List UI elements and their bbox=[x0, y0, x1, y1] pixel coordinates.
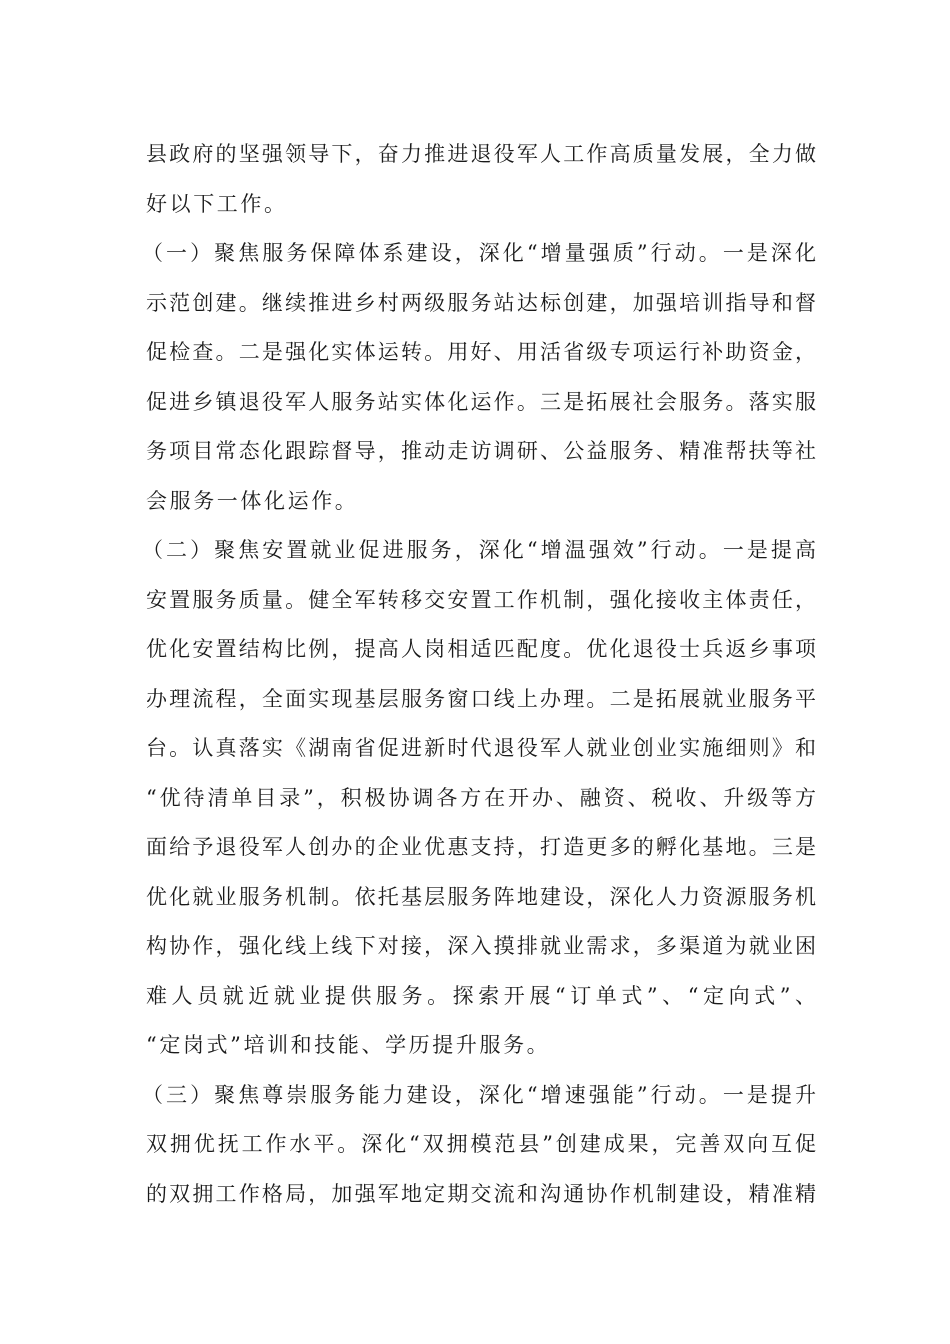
section-heading-line: （一）聚焦服务保障体系建设，深化“增量强质”行动。一是深化 bbox=[142, 241, 816, 265]
text-line: 优化安置结构比例，提高人岗相适匹配度。优化退役士兵返乡事项 bbox=[146, 637, 816, 661]
text-line: 难人员就近就业提供服务。探索开展“订单式”、“定向式”、 bbox=[146, 983, 816, 1008]
text-line: “优待清单目录”，积极协调各方在开办、融资、税收、升级等方 bbox=[146, 785, 816, 810]
text-line: 构协作，强化线上线下对接，深入摸排就业需求，多渠道为就业困 bbox=[146, 934, 816, 958]
text-line: 安置服务质量。健全军转移交安置工作机制，强化接收主体责任， bbox=[146, 587, 816, 612]
text-line: 双拥优抚工作水平。深化“双拥模范县”创建成果，完善双向互促 bbox=[146, 1132, 816, 1156]
text-line: “定岗式”培训和技能、学历提升服务。 bbox=[146, 1033, 551, 1057]
text-line: 的双拥工作格局，加强军地定期交流和沟通协作机制建设，精准精 bbox=[146, 1181, 816, 1206]
text-line: 会服务一体化运作。 bbox=[146, 488, 359, 513]
document-body bbox=[142, 130, 816, 1219]
text-line: 促进乡镇退役军人服务站实体化运作。三是拓展社会服务。落实服 bbox=[146, 389, 816, 414]
text-line: 台。认真落实《湖南省促进新时代退役军人就业创业实施细则》和 bbox=[146, 736, 816, 760]
text-line: 面给予退役军人创办的企业优惠支持，打造更多的孵化基地。三是 bbox=[146, 835, 816, 859]
text-line: 促检查。二是强化实体运转。用好、用活省级专项运行补助资金， bbox=[146, 340, 816, 364]
text-line: 办理流程，全面实现基层服务窗口线上办理。二是拓展就业服务平 bbox=[146, 686, 816, 711]
text-line: 县政府的坚强领导下，奋力推进退役军人工作高质量发展，全力做 bbox=[146, 142, 816, 166]
text-line: 示范创建。继续推进乡村两级服务站达标创建，加强培训指导和督 bbox=[146, 290, 816, 315]
section-heading-line: （三）聚焦尊崇服务能力建设，深化“增速强能”行动。一是提升 bbox=[142, 1082, 816, 1107]
text-line: 优化就业服务机制。依托基层服务阵地建设，深化人力资源服务机 bbox=[146, 884, 816, 909]
text-line: 好以下工作。 bbox=[146, 191, 288, 216]
text-line: 务项目常态化跟踪督导，推动走访调研、公益服务、精准帮扶等社 bbox=[146, 439, 816, 463]
section-heading-line: （二）聚焦安置就业促进服务，深化“增温强效”行动。一是提高 bbox=[142, 538, 816, 562]
